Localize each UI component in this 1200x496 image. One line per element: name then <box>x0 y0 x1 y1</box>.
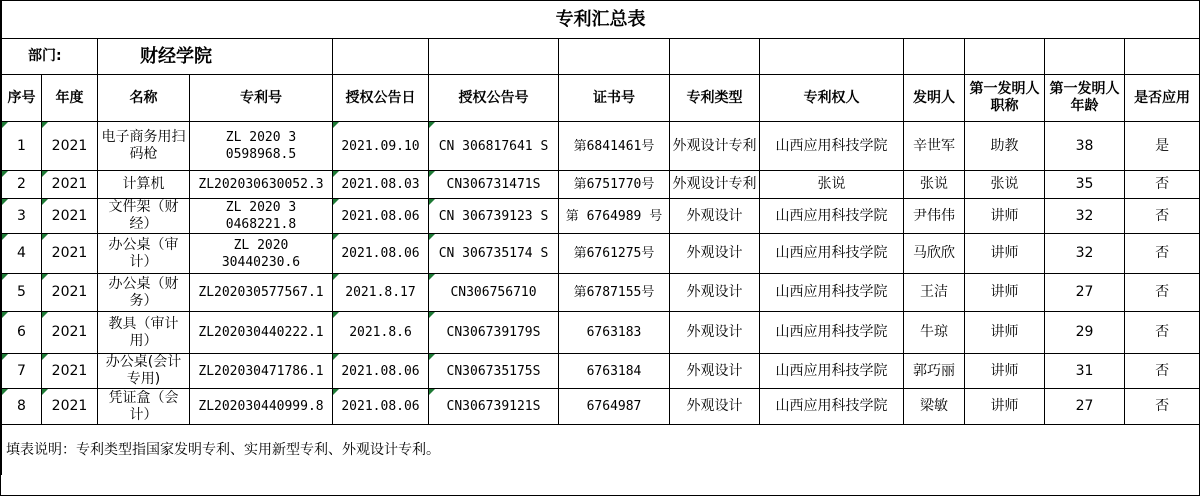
header-cell[interactable]: 第一发明人职称 <box>965 75 1045 122</box>
table-cell[interactable]: 第 6764989 号 <box>559 199 670 234</box>
table-cell[interactable]: 1 <box>2 122 42 171</box>
department-name[interactable]: 财经学院 <box>98 39 333 75</box>
table-cell[interactable]: 2021 <box>42 234 98 274</box>
table-cell[interactable]: 办公桌（审计） <box>98 234 190 274</box>
table-cell[interactable]: 讲师 <box>965 312 1045 354</box>
table-cell[interactable]: 助教 <box>965 122 1045 171</box>
table-cell[interactable]: 35 <box>1045 171 1125 199</box>
patent-summary-table <box>1 1 1200 475</box>
table-title[interactable]: 专利汇总表 <box>2 1 1200 39</box>
table-cell[interactable]: CN306735175S <box>429 354 559 389</box>
table-cell[interactable]: 6763184 <box>559 354 670 389</box>
header-cell[interactable]: 是否应用 <box>1125 75 1200 122</box>
table-cell[interactable]: 32 <box>1045 199 1125 234</box>
table-cell[interactable]: 计算机 <box>98 171 190 199</box>
table-cell[interactable]: 第6841461号 <box>559 122 670 171</box>
table-row <box>2 274 1200 312</box>
table-row <box>2 199 1200 234</box>
table-cell[interactable]: 7 <box>2 354 42 389</box>
table-cell[interactable]: ZL 2020 3 0468221.8 <box>190 199 333 234</box>
table-cell[interactable]: 2021.8.17 <box>333 274 429 312</box>
table-cell[interactable]: 山西应用科技学院 <box>760 354 904 389</box>
table-cell[interactable]: 2021 <box>42 354 98 389</box>
table-row <box>2 354 1200 389</box>
table-cell[interactable]: 2021 <box>42 312 98 354</box>
table-cell[interactable]: CN306731471S <box>429 171 559 199</box>
table-cell[interactable]: 张说 <box>965 171 1045 199</box>
table-cell[interactable]: ZL202030577567.1 <box>190 274 333 312</box>
table-cell[interactable]: ZL202030630052.3 <box>190 171 333 199</box>
table-cell[interactable]: 2021 <box>42 171 98 199</box>
table-row <box>2 234 1200 274</box>
table-cell[interactable]: 否 <box>1125 354 1200 389</box>
header-cell[interactable]: 年度 <box>42 75 98 122</box>
table-cell[interactable]: 辛世军 <box>904 122 965 171</box>
table-cell[interactable]: ZL 2020 3 0598968.5 <box>190 122 333 171</box>
table-cell[interactable]: 外观设计专利 <box>670 122 760 171</box>
table-cell[interactable]: 讲师 <box>965 234 1045 274</box>
table-cell[interactable]: 电子商务用扫码枪 <box>98 122 190 171</box>
table-cell[interactable]: 2021 <box>42 274 98 312</box>
table-cell[interactable]: 山西应用科技学院 <box>760 389 904 425</box>
table-cell[interactable]: 尹伟伟 <box>904 199 965 234</box>
table-cell[interactable]: 6764987 <box>559 389 670 425</box>
table-cell[interactable]: 31 <box>1045 354 1125 389</box>
table-cell[interactable]: CN 306817641 S <box>429 122 559 171</box>
table-cell[interactable]: 否 <box>1125 389 1200 425</box>
table-cell[interactable]: 27 <box>1045 389 1125 425</box>
table-cell[interactable]: 山西应用科技学院 <box>760 234 904 274</box>
table-cell[interactable]: 外观设计 <box>670 199 760 234</box>
table-cell[interactable]: 讲师 <box>965 199 1045 234</box>
table-cell[interactable]: 是 <box>1125 122 1200 171</box>
table-cell[interactable]: 29 <box>1045 312 1125 354</box>
table-cell[interactable]: 否 <box>1125 199 1200 234</box>
table-cell[interactable]: 讲师 <box>965 354 1045 389</box>
department-label[interactable]: 部门: <box>2 39 98 75</box>
table-cell[interactable]: 山西应用科技学院 <box>760 312 904 354</box>
header-cell[interactable]: 名称 <box>98 75 190 122</box>
table-cell[interactable]: 郭巧丽 <box>904 354 965 389</box>
empty-cell[interactable] <box>904 39 965 75</box>
table-row <box>2 122 1200 171</box>
empty-cell[interactable] <box>559 39 670 75</box>
table-cell[interactable]: 2021 <box>42 122 98 171</box>
table-body <box>2 122 1200 425</box>
table-cell[interactable]: 2021.09.10 <box>333 122 429 171</box>
table-cell[interactable]: ZL 2020 30440230.6 <box>190 234 333 274</box>
header-cell[interactable]: 专利类型 <box>670 75 760 122</box>
table-cell[interactable]: 牛琼 <box>904 312 965 354</box>
table-cell[interactable]: 第6787155号 <box>559 274 670 312</box>
header-cell[interactable]: 第一发明人年龄 <box>1045 75 1125 122</box>
table-cell[interactable]: 教具（审计用） <box>98 312 190 354</box>
table-cell[interactable]: 外观设计 <box>670 354 760 389</box>
table-cell[interactable]: 2021 <box>42 389 98 425</box>
table-cell[interactable]: 张说 <box>904 171 965 199</box>
table-cell[interactable]: 山西应用科技学院 <box>760 199 904 234</box>
table-cell[interactable]: 2021 <box>42 199 98 234</box>
table-cell[interactable]: ZL202030440222.1 <box>190 312 333 354</box>
table-cell[interactable]: CN306739121S <box>429 389 559 425</box>
empty-cell[interactable] <box>333 39 429 75</box>
table-cell[interactable]: 办公桌(会计专用) <box>98 354 190 389</box>
table-cell[interactable]: 讲师 <box>965 274 1045 312</box>
table-cell[interactable]: 5 <box>2 274 42 312</box>
empty-cell[interactable] <box>670 39 760 75</box>
table-cell[interactable]: 8 <box>2 389 42 425</box>
table-cell[interactable]: 外观设计 <box>670 274 760 312</box>
table-cell[interactable]: 梁敏 <box>904 389 965 425</box>
table-cell[interactable]: 38 <box>1045 122 1125 171</box>
table-cell[interactable]: 凭证盒（会计） <box>98 389 190 425</box>
table-cell[interactable]: 山西应用科技学院 <box>760 122 904 171</box>
table-cell[interactable]: 否 <box>1125 171 1200 199</box>
table-row <box>2 171 1200 199</box>
table-cell[interactable]: 外观设计 <box>670 312 760 354</box>
table-row <box>2 389 1200 425</box>
table-cell[interactable]: 2021.8.6 <box>333 312 429 354</box>
table-cell[interactable]: 2021.08.06 <box>333 234 429 274</box>
table-cell[interactable]: 文件架（财经） <box>98 199 190 234</box>
table-cell[interactable]: 山西应用科技学院 <box>760 274 904 312</box>
table-cell[interactable]: 办公桌（财务） <box>98 274 190 312</box>
header-cell[interactable]: 专利权人 <box>760 75 904 122</box>
empty-cell[interactable] <box>1045 39 1125 75</box>
table-cell[interactable]: 讲师 <box>965 389 1045 425</box>
table-cell[interactable]: 2021.08.03 <box>333 171 429 199</box>
table-cell[interactable]: 否 <box>1125 312 1200 354</box>
table-cell[interactable]: 2021.08.06 <box>333 354 429 389</box>
empty-cell[interactable] <box>1125 39 1200 75</box>
header-cell[interactable]: 证书号 <box>559 75 670 122</box>
table-cell[interactable]: 否 <box>1125 234 1200 274</box>
table-cell[interactable]: 2021.08.06 <box>333 199 429 234</box>
table-cell[interactable]: 否 <box>1125 274 1200 312</box>
table-cell[interactable]: 27 <box>1045 274 1125 312</box>
table-cell[interactable]: 外观设计 <box>670 389 760 425</box>
table-cell[interactable]: 3 <box>2 199 42 234</box>
table-cell[interactable]: 4 <box>2 234 42 274</box>
table-cell[interactable]: 张说 <box>760 171 904 199</box>
table-cell[interactable]: 外观设计 <box>670 234 760 274</box>
table-cell[interactable]: 32 <box>1045 234 1125 274</box>
table-cell[interactable]: 外观设计专利 <box>670 171 760 199</box>
table-cell[interactable]: 2021.08.06 <box>333 389 429 425</box>
header-cell[interactable]: 授权公告号 <box>429 75 559 122</box>
table-cell[interactable]: 6763183 <box>559 312 670 354</box>
header-cell[interactable]: 专利号 <box>190 75 333 122</box>
table-cell[interactable]: 第6751770号 <box>559 171 670 199</box>
table-cell[interactable]: ZL202030440999.8 <box>190 389 333 425</box>
table-row <box>2 312 1200 354</box>
table-cell[interactable]: 6 <box>2 312 42 354</box>
empty-cell[interactable] <box>965 39 1045 75</box>
table-cell[interactable]: ZL202030471786.1 <box>190 354 333 389</box>
header-row <box>2 75 1200 122</box>
empty-cell[interactable] <box>429 39 559 75</box>
table-cell[interactable]: 王洁 <box>904 274 965 312</box>
fill-note[interactable]: 填表说明：专利类型指国家发明专利、实用新型专利、外观设计专利。 <box>2 425 1200 476</box>
empty-cell[interactable] <box>760 39 904 75</box>
table-cell[interactable]: CN306739179S <box>429 312 559 354</box>
header-cell[interactable]: 发明人 <box>904 75 965 122</box>
table-cell[interactable]: CN 306739123 S <box>429 199 559 234</box>
table-cell[interactable]: 马欣欣 <box>904 234 965 274</box>
table-cell[interactable]: 第6761275号 <box>559 234 670 274</box>
table-cell[interactable]: CN 306735174 S <box>429 234 559 274</box>
header-cell[interactable]: 序号 <box>2 75 42 122</box>
header-cell[interactable]: 授权公告日 <box>333 75 429 122</box>
table-cell[interactable]: 2 <box>2 171 42 199</box>
table-cell[interactable]: CN306756710 <box>429 274 559 312</box>
